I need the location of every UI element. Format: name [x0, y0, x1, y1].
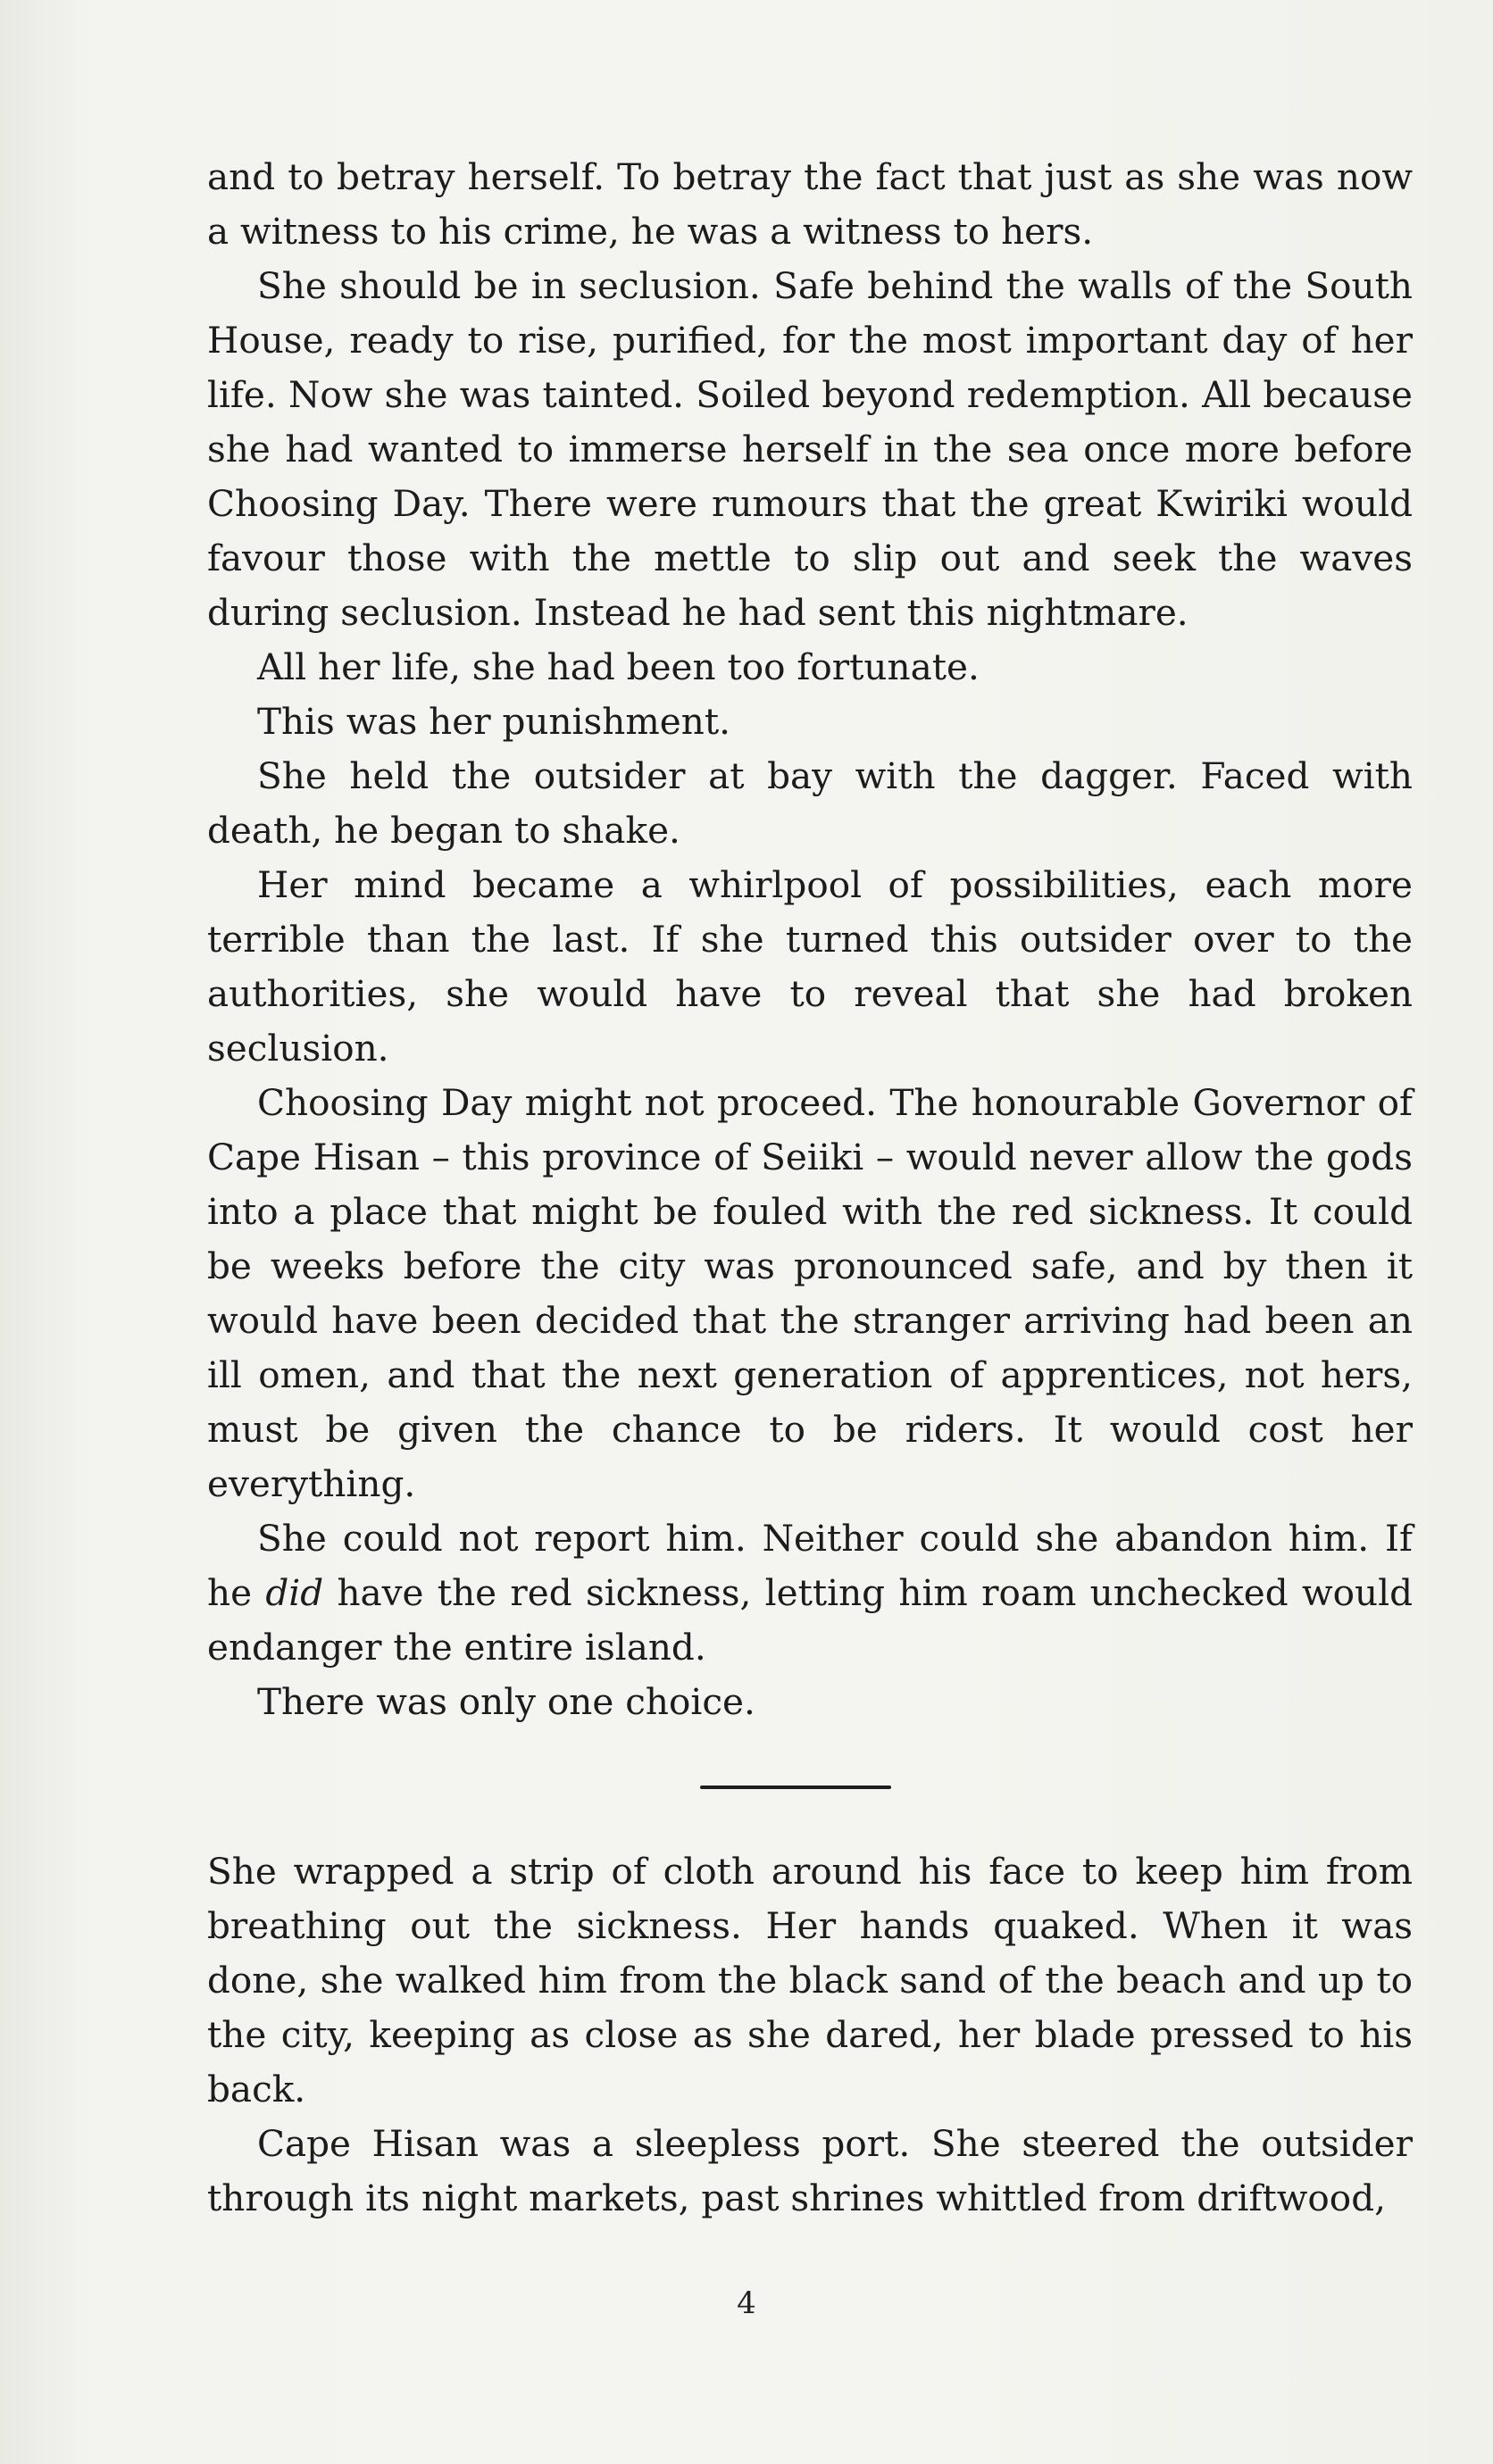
paragraph-seclusion: She should be in seclusion. Safe behind the walls of the South House, ready to rise, purified, for the most important day of her life. Now she was tainted. Soiled beyond redemption. All because she had wanted to immerse herself in the sea once more before Choosing Day. There were rumours that the great Kwiriki would favour those with the mettle to slip out and seek the waves during seclusion. Instead he had sent this nightmare.	[207, 264, 1413, 634]
paragraph-report	[207, 1511, 1413, 1675]
paragraph-report-after: have the red sickness, letting him roam unchecked would endanger the entire island.	[207, 1571, 1413, 1669]
text-section-before-break	[207, 150, 1413, 1729]
text-section-after-break	[207, 1844, 1413, 2226]
paragraph-fortunate: All her life, she had been too fortunate.	[257, 645, 980, 688]
paragraph-choosing-day: Choosing Day might not proceed. The honourable Governor of Cape Hisan – this province of Seiiki – would never allow the gods into a place that might be fouled with the red sickness. It could be weeks before the city was pronounced safe, and by then it would have been decided that the stranger arriving had been an ill omen, and that the next generation of apprentices, not hers, must be given the chance to be riders. It would cost her everything.	[207, 1081, 1413, 1505]
paragraph-report-emphasis: did	[265, 1571, 324, 1614]
paragraph-whirlpool: Her mind became a whirlpool of possibilities, each more terrible than the last. If she turned this outsider over to the authorities, she would have to reveal that she had broken seclusion.	[207, 863, 1413, 1070]
section-break-rule	[700, 1786, 891, 1789]
paragraph-dagger: She held the outsider at bay with the dagger. Faced with death, he began to shake.	[207, 754, 1413, 852]
paragraph-continuation: and to betray herself. To betray the fact that just as she was now a witness to his crime, he was a witness to hers.	[207, 155, 1413, 253]
paragraph-punishment: This was her punishment.	[257, 700, 730, 743]
paragraph-one-choice: There was only one choice.	[257, 1680, 755, 1723]
paragraph-report-before: She could not report him. Neither could she abandon him. If he	[207, 1517, 1413, 1614]
paragraph-cape-hisan: Cape Hisan was a sleepless port. She steered the outsider through its night markets, past shrines whittled from driftwood,	[207, 2122, 1413, 2219]
page-number: 4	[737, 2285, 756, 2321]
paragraph-cloth: She wrapped a strip of cloth around his face to keep him from breathing out the sickness. Her hands quaked. When it was done, she walked him from the black sand of the beach and up to the city, keeping as close as she dared, her blade pressed to his back.	[207, 1850, 1413, 2110]
